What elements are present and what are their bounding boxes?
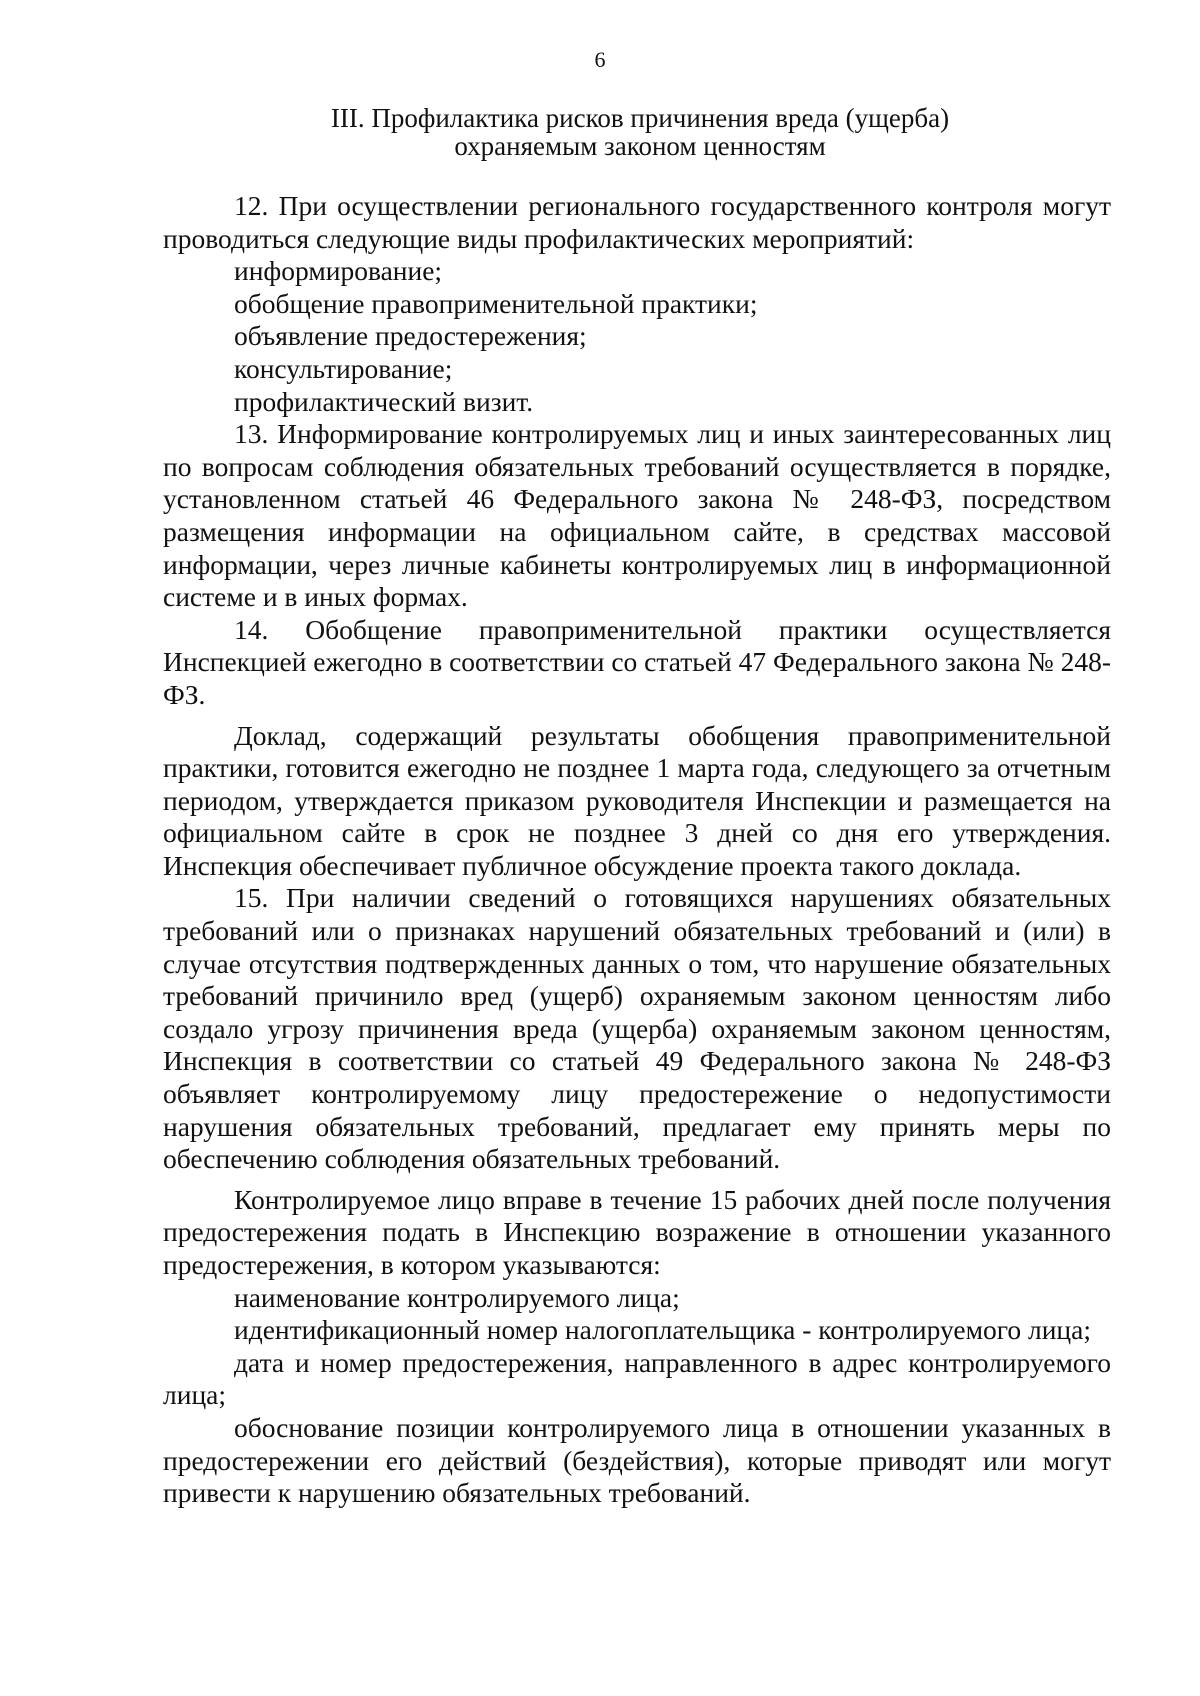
list-item-name: наименование контролируемого лица;: [234, 1281, 680, 1313]
list-item-consulting: консультирование;: [234, 352, 453, 384]
section-title: [160, 104, 1120, 160]
paragraph-13: 13. Информирование контролируемых лиц и иных заинтересованных лиц по вопросам соблюдения обязательных требований осуществляется в порядке, установленном статьей 46 Федерального закона № 248-ФЗ, посредством размещения информации на официальном сайте, в средствах массовой информации, через личные кабинеты контролируемых лиц в информационной системе и в иных формах.: [163, 418, 1111, 613]
document-body: [163, 190, 1111, 1510]
list-item-inn: идентификационный номер налогоплательщика - контролируемого лица;: [234, 1314, 1091, 1346]
page-number: 6: [594, 47, 606, 72]
paragraph-report: Доклад, содержащий результаты обобщения правоприменительной практики, готовится ежегодно не позднее 1 марта года, следующего за отчетным периодом, утверждается приказом руководителя Инспекции и размещается на официальном сайте в срок не позднее 3 дней со дня его утверждения. Инспекция обеспечивает публичное обсуждение проекта такого доклада.: [163, 719, 1111, 881]
list-item-visit: профилактический визит.: [234, 385, 534, 417]
list-item-generalization: обобщение правоприменительной практики;: [234, 287, 758, 319]
section-title-line-1: III. Профилактика рисков причинения вреда (ущерба): [330, 103, 950, 133]
paragraph-14: 14. Обобщение правоприменительной практики осуществляется Инспекцией ежегодно в соответствии со статьей 47 Федерального закона № 248-ФЗ.: [163, 613, 1111, 710]
list-item-warning: объявление предостережения;: [234, 320, 587, 352]
list-item-date-number: дата и номер предостережения, направленного в адрес контролируемого лица;: [163, 1346, 1111, 1411]
paragraph-objection: Контролируемое лицо вправе в течение 15 рабочих дней после получения предостережения подать в Инспекцию возражение в отношении указанного предостережения, в котором указываются:: [163, 1183, 1111, 1280]
paragraph-12: 12. При осуществлении регионального государственного контроля могут проводиться следующие виды профилактических мероприятий:: [163, 190, 1111, 254]
section-title-line-2: охраняемым законом ценностям: [454, 131, 826, 161]
paragraph-15: 15. При наличии сведений о готовящихся нарушениях обязательных требований или о признаках нарушений обязательных требований и (или) в случае отсутствия подтвержденных данных о том, что нарушение обязательных требований причинило вред (ущерб) охраняемым законом ценностям либо создало угрозу причинения вреда (ущерба) охраняемым законом ценностям, Инспекция в соответствии со статьей 49 Федерального закона № 248-ФЗ объявляет контролируемому лицу предостережение о недопустимости нарушения обязательных требований, предлагает ему принять меры по обеспечению соблюдения обязательных требований.: [163, 882, 1111, 1175]
list-item-informing: информирование;: [234, 255, 443, 287]
list-item-justification: обоснование позиции контролируемого лица в отношении указанных в предостережении его действий (бездействия), которые приводят или могут привести к нарушению обязательных требований.: [163, 1411, 1111, 1509]
